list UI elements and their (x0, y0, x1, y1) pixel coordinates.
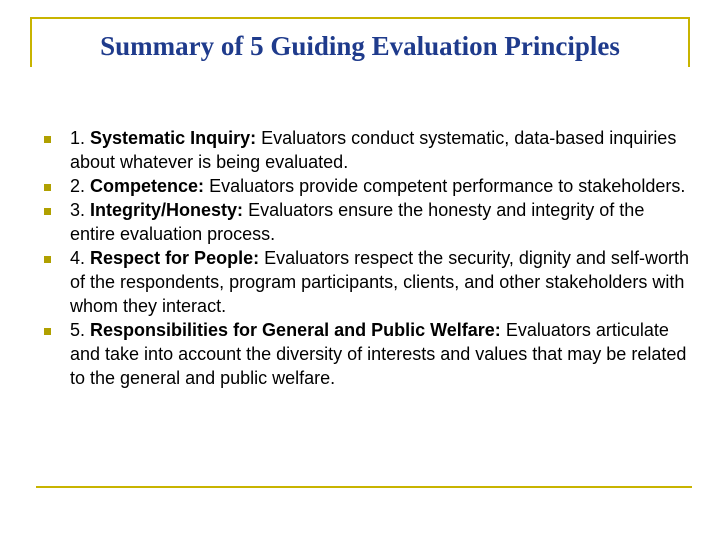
principle-text: Evaluators provide competent performance to stakeholders. (209, 176, 686, 196)
square-bullet-icon (44, 136, 51, 143)
principle-number: 2. (70, 176, 86, 196)
principle-number: 5. (70, 320, 86, 340)
square-bullet-icon (44, 208, 51, 215)
principle-item-4 (44, 246, 694, 318)
square-bullet-icon (44, 256, 51, 263)
title-frame-top-rule (30, 17, 690, 19)
principle-item-2 (44, 174, 694, 198)
principles-list (44, 126, 694, 390)
principle-label: Responsibilities for General and Public Welfare: (90, 320, 501, 340)
principle-number: 3. (70, 200, 86, 220)
principle-number: 4. (70, 248, 86, 268)
principle-number: 1. (70, 128, 86, 148)
principle-label: Competence: (90, 176, 205, 196)
principle-text: Evaluators ensure the honesty and integrity of the entire evaluation process. (70, 200, 645, 244)
principle-label: Respect for People: (90, 248, 260, 268)
slide-title: Summary of 5 Guiding Evaluation Principles (100, 31, 620, 61)
principle-label: Systematic Inquiry: (90, 128, 257, 148)
principle-item-5 (44, 318, 694, 390)
square-bullet-icon (44, 328, 51, 335)
principle-text: Evaluators articulate and take into account the diversity of interests and values that may be related to the general and public welfare. (70, 320, 687, 388)
principle-text: Evaluators respect the security, dignity and self-worth of the respondents, program participants, clients, and other stakeholders with whom they interact. (70, 248, 689, 316)
principle-label: Integrity/Honesty: (90, 200, 244, 220)
footer-rule (36, 486, 692, 488)
principle-item-1 (44, 126, 694, 174)
square-bullet-icon (44, 184, 51, 191)
principle-item-3 (44, 198, 694, 246)
title-frame-right-rule (688, 17, 690, 67)
principle-text: Evaluators conduct systematic, data-based inquiries about whatever is being evaluated. (70, 128, 677, 172)
